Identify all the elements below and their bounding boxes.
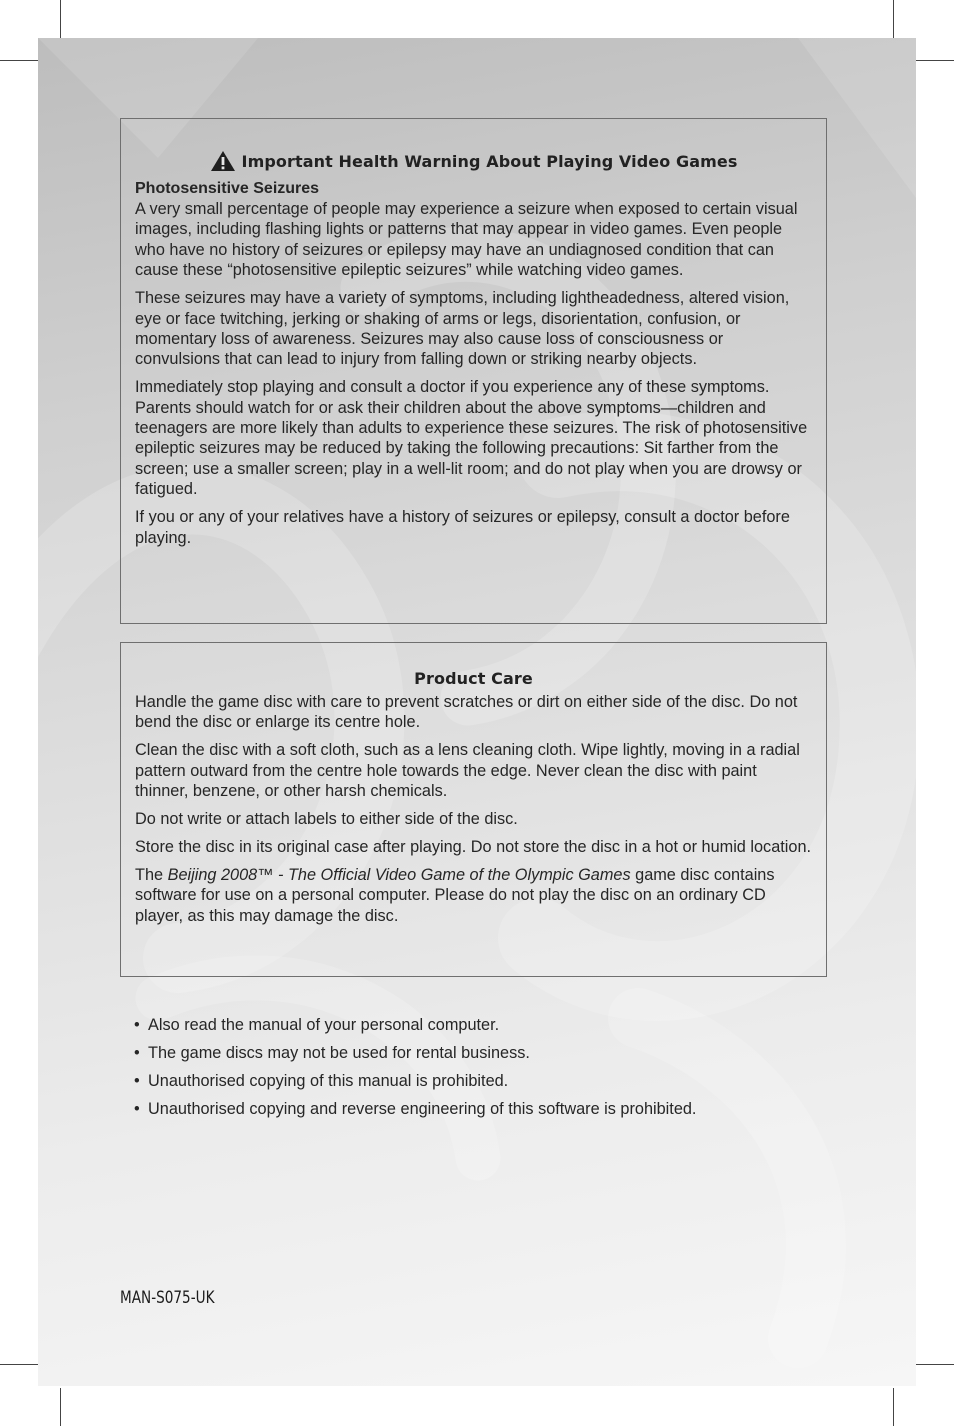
care-paragraph: Clean the disc with a soft cloth, such as a lens cleaning cloth. Wipe lightly, moving in a radial pattern outward from the centre hole towards the edge. Never clean the disc with paint thinner, benzene, or other harsh chemicals.	[135, 741, 800, 801]
health-paragraph: These seizures may have a variety of symptoms, including lightheadedness, altered vision, eye or face twitching, jerking or shaking of arms or legs, disorientation, confusion, or momentary loss of awareness. Seizures may also cause loss of consciousness or convulsions that can lead to injury from falling down or striking nearby objects.	[135, 289, 790, 369]
bullet: •	[134, 1016, 140, 1034]
product-care-box	[120, 642, 827, 977]
health-warning-box	[120, 118, 827, 624]
health-paragraph: A very small percentage of people may experience a seizure when exposed to certain visual images, including flashing lights or patterns that may appear in video games. Even people who have no history of seizures or epilepsy may have an undiagnosed condition that can cause these “photosensitive epileptic seizures” while watching video games.	[135, 200, 798, 280]
health-warning-title	[135, 149, 812, 173]
care-text: The	[135, 865, 168, 884]
manual-page	[38, 38, 916, 1386]
health-warning-title-text: Important Health Warning About Playing Video Games	[241, 151, 738, 171]
warning-triangle-icon	[210, 150, 236, 172]
list-item-text: The game discs may not be used for rental business.	[148, 1044, 530, 1062]
photosensitive-seizures-heading: Photosensitive Seizures	[135, 180, 320, 197]
crop-mark	[60, 0, 61, 38]
health-paragraph: Immediately stop playing and consult a doctor if you experience any of these symptoms. Parents should watch for or ask their children about the above symptoms—children and teenagers are more likely than adults to experience these seizures. The risk of photosensitive epileptic seizures may be reduced by taking the following precautions: Sit farther from the screen; use a smaller screen; play in a well-lit room; and do not play when you are drowsy or fatigued.	[135, 378, 808, 499]
crop-mark	[0, 1364, 38, 1365]
crop-mark	[916, 1364, 954, 1365]
product-care-title: Product Care	[414, 669, 533, 688]
crop-mark	[893, 1388, 894, 1426]
health-paragraph: If you or any of your relatives have a history of seizures or epilepsy, consult a doctor before playing.	[135, 508, 790, 547]
crop-mark	[916, 60, 954, 61]
game-title: Beijing 2008™ - The Official Video Game of the Olympic Games	[167, 865, 631, 884]
list-item	[134, 1067, 696, 1095]
list-item-text: Unauthorised copying of this manual is prohibited.	[148, 1072, 509, 1090]
crop-mark	[60, 1388, 61, 1426]
care-paragraph: Store the disc in its original case after playing. Do not store the disc in a hot or humid location.	[135, 837, 812, 856]
manual-code: MAN-S075-UK	[120, 1288, 215, 1308]
list-item-text: Also read the manual of your personal computer.	[148, 1016, 500, 1034]
list-item	[134, 1011, 696, 1039]
bullet: •	[134, 1044, 140, 1062]
care-paragraph-game-title	[135, 865, 812, 926]
care-paragraph: Do not write or attach labels to either side of the disc.	[135, 810, 518, 829]
list-item-text: Unauthorised copying and reverse engineering of this software is prohibited.	[148, 1100, 697, 1118]
list-item	[134, 1039, 696, 1067]
notes-list	[134, 1011, 696, 1123]
crop-mark	[0, 60, 38, 61]
bullet: •	[134, 1072, 140, 1090]
list-item	[134, 1095, 696, 1123]
crop-mark	[893, 0, 894, 38]
care-paragraph: Handle the game disc with care to prevent scratches or dirt on either side of the disc. Do not bend the disc or enlarge its centre hole.	[135, 693, 798, 732]
bullet: •	[134, 1100, 140, 1118]
care-text: game disc contains software for use on a personal computer. Please do not play the disc on an ordinary CD player, as this may damage the disc.	[135, 865, 775, 925]
